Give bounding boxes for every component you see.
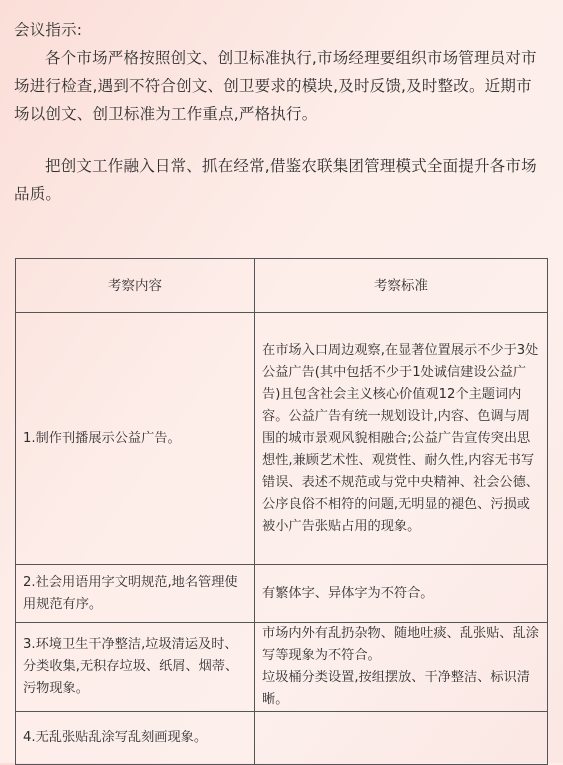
column-header-standard: 考察标准 (255, 259, 548, 313)
table-row (16, 565, 548, 623)
row-standard-extra-text: 垃圾桶分类设置,按组摆放、干净整洁、标识清晰。 (262, 670, 530, 707)
row-content-cell: 1.制作刊播展示公益广告。 (16, 313, 255, 565)
instructions-paragraph-1: 各个市场严格按照创文、创卫标准执行,市场经理要组织市场管理员对市场进行检查,遇到不符合创文、创卫要求的模块,及时反馈,及时整改。近期市场以创文、创卫标准为工作重点,严格执行。 (14, 49, 537, 123)
column-header-content: 考察内容 (16, 259, 255, 313)
row-standard-cell: 在市场入口周边观察,在显著位置展示不少于3处公益广告(其中包括不少于1处诚信建设公益广告)且包含社会主义核心价值观12个主题词内容。公益广告有统一规划设计,内容、色调与周围的城市景观风貌相融合;公益广告宣传突出思想性,兼顾艺术性、观赏性、耐久性,内容无书写错误、表述不规范或与党中央精神、社会公德、公序良俗不相符的问题,无明显的褪色、污损或被小广告张贴占用的现象。 (255, 313, 548, 565)
row-standard-cell (255, 712, 548, 765)
table-row (16, 623, 548, 712)
table-row (16, 712, 548, 765)
row-standard-cell: 有繁体字、异体字为不符合。 (255, 565, 548, 623)
inspection-criteria-table (15, 258, 548, 765)
table-row (16, 313, 548, 565)
row-content-cell: 4.无乱张贴乱涂写乱刻画现象。 (16, 712, 255, 765)
table-header-row (16, 259, 548, 313)
document-body (14, 16, 544, 208)
row-standard-text: 市场内外有乱扔杂物、随地吐痰、乱张贴、乱涂写等现象为不符合。 (262, 626, 539, 663)
instructions-heading: 会议指示: (14, 21, 83, 39)
row-content-cell: 3.环境卫生干净整洁,垃圾清运及时、分类收集,无积存垃圾、纸屑、烟蒂、污物现象。 (16, 623, 255, 712)
instructions-paragraph-2: 把创文工作融入日常、抓在经常,借鉴农联集团管理模式全面提升各市场品质。 (14, 157, 537, 203)
row-content-cell: 2.社会用语用字文明规范,地名管理使用规范有序。 (16, 565, 255, 623)
row-standard-cell (255, 623, 548, 712)
